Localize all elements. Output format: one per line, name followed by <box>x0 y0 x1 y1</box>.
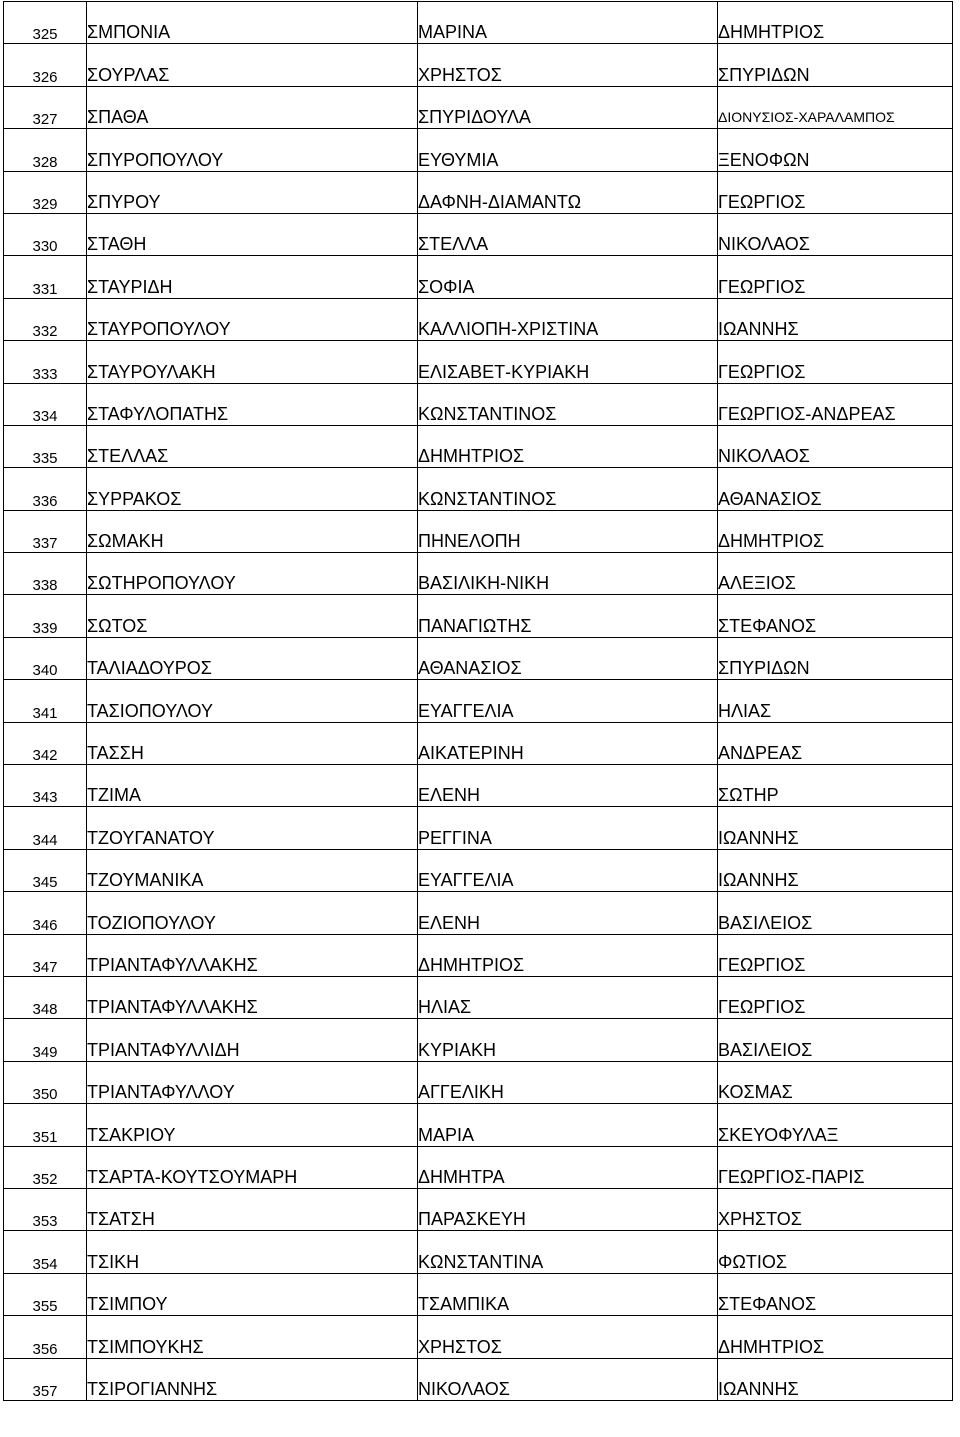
row-number-cell: 326 <box>4 44 87 86</box>
father-name-cell: ΑΝΔΡΕΑΣ <box>718 722 953 764</box>
father-name-cell: ΙΩΑΝΝΗΣ <box>718 807 953 849</box>
row-number-cell: 338 <box>4 553 87 595</box>
table-row <box>4 256 953 298</box>
table-row <box>4 468 953 510</box>
father-name-cell: ΓΕΩΡΓΙΟΣ <box>718 256 953 298</box>
father-name-cell: ΓΕΩΡΓΙΟΣ-ΑΝΔΡΕΑΣ <box>718 383 953 425</box>
table-row <box>4 553 953 595</box>
surname-cell: ΣΩΤΗΡΟΠΟΥΛΟΥ <box>87 553 418 595</box>
surname-cell: ΣΩΜΑΚΗ <box>87 510 418 552</box>
row-number-cell: 336 <box>4 468 87 510</box>
table-row <box>4 1146 953 1188</box>
father-name-cell: ΣΤΕΦΑΝΟΣ <box>718 1273 953 1315</box>
row-number-cell: 354 <box>4 1231 87 1273</box>
surname-cell: ΣΠΥΡΟΥ <box>87 171 418 213</box>
father-name-cell: ΔΙΟΝΥΣΙΟΣ-ΧΑΡΑΛΑΜΠΟΣ <box>718 86 953 128</box>
row-number-cell: 335 <box>4 425 87 467</box>
surname-cell: ΤΡΙΑΝΤΑΦΥΛΛΑΚΗΣ <box>87 976 418 1018</box>
father-name-cell: ΚΟΣΜΑΣ <box>718 1061 953 1103</box>
father-name-cell: ΣΤΕΦΑΝΟΣ <box>718 595 953 637</box>
row-number-cell: 333 <box>4 341 87 383</box>
row-number-cell: 350 <box>4 1061 87 1103</box>
first-name-cell: ΕΛΙΣΑΒΕΤ-ΚΥΡΙΑΚΗ <box>418 341 718 383</box>
surname-cell: ΤΣΑΤΣΗ <box>87 1188 418 1230</box>
table-row <box>4 976 953 1018</box>
row-number-cell: 330 <box>4 213 87 255</box>
surname-cell: ΣΠΑΘΑ <box>87 86 418 128</box>
surname-cell: ΤΖΙΜΑ <box>87 765 418 807</box>
first-name-cell: ΚΩΝΣΤΑΝΤΙΝΟΣ <box>418 383 718 425</box>
table-row <box>4 383 953 425</box>
first-name-cell: ΕΥΑΓΓΕΛΙΑ <box>418 680 718 722</box>
surname-cell: ΣΤΑΥΡΟΥΛΑΚΗ <box>87 341 418 383</box>
father-name-cell: ΓΕΩΡΓΙΟΣ <box>718 171 953 213</box>
father-name-cell: ΗΛΙΑΣ <box>718 680 953 722</box>
first-name-cell: ΣΠΥΡΙΔΟΥΛΑ <box>418 86 718 128</box>
row-number-cell: 325 <box>4 2 87 44</box>
first-name-cell: ΕΥΘΥΜΙΑ <box>418 129 718 171</box>
first-name-cell: ΔΗΜΗΤΡΙΟΣ <box>418 425 718 467</box>
row-number-cell: 355 <box>4 1273 87 1315</box>
surname-cell: ΣΠΥΡΟΠΟΥΛΟΥ <box>87 129 418 171</box>
surname-cell: ΣΤΑΥΡΙΔΗ <box>87 256 418 298</box>
surname-cell: ΤΟΖΙΟΠΟΥΛΟΥ <box>87 892 418 934</box>
row-number-cell: 332 <box>4 298 87 340</box>
father-name-cell: ΙΩΑΝΝΗΣ <box>718 849 953 891</box>
first-name-cell: ΚΥΡΙΑΚΗ <box>418 1019 718 1061</box>
father-name-cell: ΔΗΜΗΤΡΙΟΣ <box>718 1316 953 1358</box>
surname-cell: ΤΣΑΚΡΙΟΥ <box>87 1104 418 1146</box>
table-row <box>4 637 953 679</box>
row-number-cell: 331 <box>4 256 87 298</box>
father-name-cell: ΓΕΩΡΓΙΟΣ <box>718 976 953 1018</box>
row-number-cell: 353 <box>4 1188 87 1230</box>
first-name-cell: ΗΛΙΑΣ <box>418 976 718 1018</box>
first-name-cell: ΣΟΦΙΑ <box>418 256 718 298</box>
row-number-cell: 334 <box>4 383 87 425</box>
table-row <box>4 44 953 86</box>
table-row <box>4 2 953 44</box>
surname-cell: ΤΡΙΑΝΤΑΦΥΛΛΟΥ <box>87 1061 418 1103</box>
table-row <box>4 171 953 213</box>
surname-cell: ΤΣΙΜΠΟΥΚΗΣ <box>87 1316 418 1358</box>
table-row <box>4 213 953 255</box>
father-name-cell: ΙΩΑΝΝΗΣ <box>718 1358 953 1400</box>
surname-cell: ΣΜΠΟΝΙΑ <box>87 2 418 44</box>
father-name-cell: ΑΘΑΝΑΣΙΟΣ <box>718 468 953 510</box>
table-row <box>4 86 953 128</box>
surname-cell: ΤΣΑΡΤΑ-ΚΟΥΤΣΟΥΜΑΡΗ <box>87 1146 418 1188</box>
father-name-cell: ΝΙΚΟΛΑΟΣ <box>718 213 953 255</box>
row-number-cell: 328 <box>4 129 87 171</box>
first-name-cell: ΚΩΝΣΤΑΝΤΙΝΟΣ <box>418 468 718 510</box>
table-row <box>4 1061 953 1103</box>
father-name-cell: ΣΠΥΡΙΔΩΝ <box>718 637 953 679</box>
first-name-cell: ΕΥΑΓΓΕΛΙΑ <box>418 849 718 891</box>
father-name-cell: ΔΗΜΗΤΡΙΟΣ <box>718 510 953 552</box>
table-row <box>4 1273 953 1315</box>
father-name-cell: ΣΩΤΗΡ <box>718 765 953 807</box>
father-name-cell: ΦΩΤΙΟΣ <box>718 1231 953 1273</box>
first-name-cell: ΕΛΕΝΗ <box>418 892 718 934</box>
father-name-cell: ΧΡΗΣΤΟΣ <box>718 1188 953 1230</box>
surname-cell: ΤΖΟΥΜΑΝΙΚΑ <box>87 849 418 891</box>
table-row <box>4 129 953 171</box>
row-number-cell: 337 <box>4 510 87 552</box>
father-name-cell: ΒΑΣΙΛΕΙΟΣ <box>718 1019 953 1061</box>
row-number-cell: 351 <box>4 1104 87 1146</box>
table-row <box>4 1188 953 1230</box>
row-number-cell: 345 <box>4 849 87 891</box>
roster-body <box>4 2 953 1401</box>
first-name-cell: ΕΛΕΝΗ <box>418 765 718 807</box>
row-number-cell: 327 <box>4 86 87 128</box>
first-name-cell: ΑΘΑΝΑΣΙΟΣ <box>418 637 718 679</box>
table-row <box>4 722 953 764</box>
first-name-cell: ΔΑΦΝΗ-ΔΙΑΜΑΝΤΩ <box>418 171 718 213</box>
surname-cell: ΣΟΥΡΛΑΣ <box>87 44 418 86</box>
table-row <box>4 892 953 934</box>
table-row <box>4 341 953 383</box>
first-name-cell: ΧΡΗΣΤΟΣ <box>418 1316 718 1358</box>
row-number-cell: 357 <box>4 1358 87 1400</box>
table-row <box>4 510 953 552</box>
surname-cell: ΤΣΙΡΟΓΙΑΝΝΗΣ <box>87 1358 418 1400</box>
father-name-cell: ΓΕΩΡΓΙΟΣ <box>718 341 953 383</box>
row-number-cell: 352 <box>4 1146 87 1188</box>
first-name-cell: ΑΓΓΕΛΙΚΗ <box>418 1061 718 1103</box>
row-number-cell: 342 <box>4 722 87 764</box>
table-row <box>4 1316 953 1358</box>
row-number-cell: 346 <box>4 892 87 934</box>
father-name-cell: ΣΠΥΡΙΔΩΝ <box>718 44 953 86</box>
first-name-cell: ΧΡΗΣΤΟΣ <box>418 44 718 86</box>
first-name-cell: ΠΑΡΑΣΚΕΥΗ <box>418 1188 718 1230</box>
first-name-cell: ΡΕΓΓΙΝΑ <box>418 807 718 849</box>
row-number-cell: 341 <box>4 680 87 722</box>
table-row <box>4 425 953 467</box>
father-name-cell: ΓΕΩΡΓΙΟΣ <box>718 934 953 976</box>
surname-cell: ΤΑΣΣΗ <box>87 722 418 764</box>
table-row <box>4 807 953 849</box>
father-name-cell: ΣΚΕΥΟΦΥΛΑΞ <box>718 1104 953 1146</box>
table-row <box>4 1019 953 1061</box>
surname-cell: ΤΣΙΜΠΟΥ <box>87 1273 418 1315</box>
first-name-cell: ΠΑΝΑΓΙΩΤΗΣ <box>418 595 718 637</box>
first-name-cell: ΜΑΡΙΝΑ <box>418 2 718 44</box>
father-name-cell: ΑΛΕΞΙΟΣ <box>718 553 953 595</box>
surname-cell: ΤΑΛΙΑΔΟΥΡΟΣ <box>87 637 418 679</box>
first-name-cell: ΜΑΡΙΑ <box>418 1104 718 1146</box>
surname-cell: ΤΡΙΑΝΤΑΦΥΛΛΑΚΗΣ <box>87 934 418 976</box>
first-name-cell: ΑΙΚΑΤΕΡΙΝΗ <box>418 722 718 764</box>
surname-cell: ΣΩΤΟΣ <box>87 595 418 637</box>
surname-cell: ΣΤΑΦΥΛΟΠΑΤΗΣ <box>87 383 418 425</box>
first-name-cell: ΣΤΕΛΛΑ <box>418 213 718 255</box>
first-name-cell: ΤΣΑΜΠΙΚΑ <box>418 1273 718 1315</box>
row-number-cell: 339 <box>4 595 87 637</box>
first-name-cell: ΠΗΝΕΛΟΠΗ <box>418 510 718 552</box>
row-number-cell: 340 <box>4 637 87 679</box>
row-number-cell: 349 <box>4 1019 87 1061</box>
first-name-cell: ΔΗΜΗΤΡΙΟΣ <box>418 934 718 976</box>
table-row <box>4 934 953 976</box>
row-number-cell: 347 <box>4 934 87 976</box>
surname-cell: ΤΑΣΙΟΠΟΥΛΟΥ <box>87 680 418 722</box>
father-name-cell: ΝΙΚΟΛΑΟΣ <box>718 425 953 467</box>
father-name-cell: ΙΩΑΝΝΗΣ <box>718 298 953 340</box>
surname-cell: ΤΡΙΑΝΤΑΦΥΛΛΙΔΗ <box>87 1019 418 1061</box>
surname-cell: ΣΤΑΘΗ <box>87 213 418 255</box>
father-name-cell: ΞΕΝΟΦΩΝ <box>718 129 953 171</box>
surname-cell: ΤΖΟΥΓΑΝΑΤΟΥ <box>87 807 418 849</box>
first-name-cell: ΝΙΚΟΛΑΟΣ <box>418 1358 718 1400</box>
table-row <box>4 849 953 891</box>
table-row <box>4 1104 953 1146</box>
table-row <box>4 298 953 340</box>
surname-cell: ΤΣΙΚΗ <box>87 1231 418 1273</box>
father-name-cell: ΔΗΜΗΤΡΙΟΣ <box>718 2 953 44</box>
row-number-cell: 343 <box>4 765 87 807</box>
surname-cell: ΣΥΡΡΑΚΟΣ <box>87 468 418 510</box>
row-number-cell: 348 <box>4 976 87 1018</box>
surname-cell: ΣΤΑΥΡΟΠΟΥΛΟΥ <box>87 298 418 340</box>
surname-cell: ΣΤΕΛΛΑΣ <box>87 425 418 467</box>
table-row <box>4 1358 953 1400</box>
table-row <box>4 680 953 722</box>
father-name-cell: ΒΑΣΙΛΕΙΟΣ <box>718 892 953 934</box>
row-number-cell: 329 <box>4 171 87 213</box>
table-row <box>4 1231 953 1273</box>
table-row <box>4 595 953 637</box>
father-name-cell: ΓΕΩΡΓΙΟΣ-ΠΑΡΙΣ <box>718 1146 953 1188</box>
row-number-cell: 356 <box>4 1316 87 1358</box>
row-number-cell: 344 <box>4 807 87 849</box>
table-row <box>4 765 953 807</box>
first-name-cell: ΚΑΛΛΙΟΠΗ-ΧΡΙΣΤΙΝΑ <box>418 298 718 340</box>
first-name-cell: ΔΗΜΗΤΡΑ <box>418 1146 718 1188</box>
first-name-cell: ΒΑΣΙΛΙΚΗ-ΝΙΚΗ <box>418 553 718 595</box>
roster-table <box>3 1 953 1401</box>
first-name-cell: ΚΩΝΣΤΑΝΤΙΝΑ <box>418 1231 718 1273</box>
